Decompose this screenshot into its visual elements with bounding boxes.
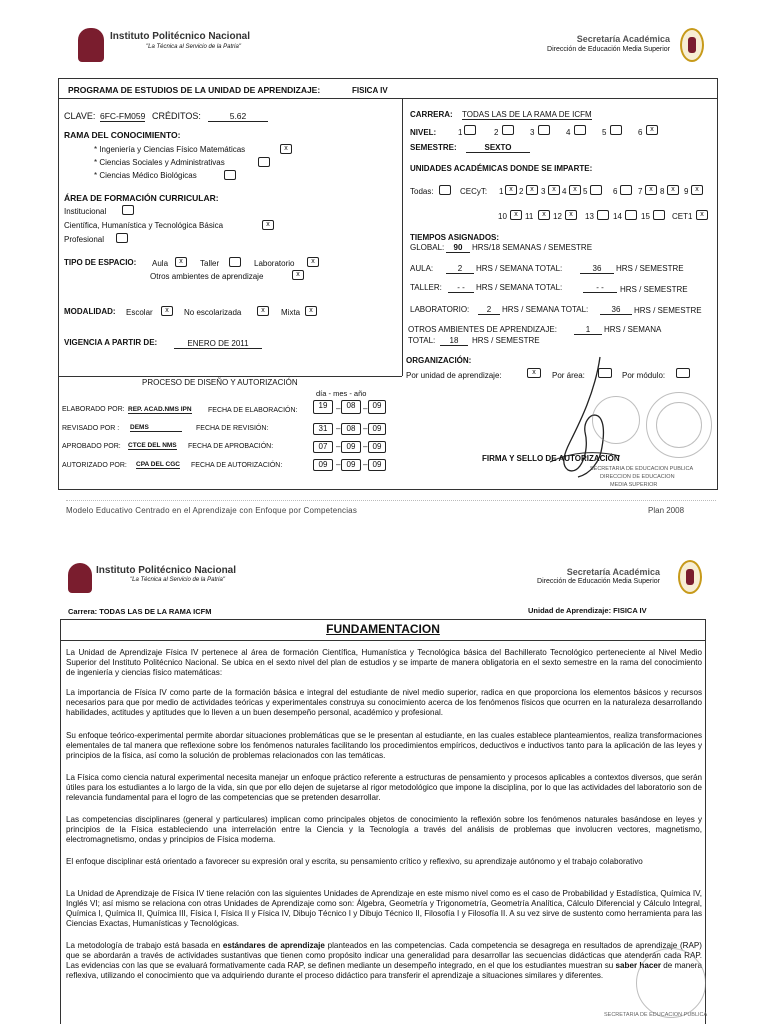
p8-text: de manera reflexiva, utilizando el conocimiento que va adquiriendo durante el proceso didáctico para transferir el aprendizaje a situaciones similares y diferentes. xyxy=(66,961,702,980)
taller-suffix: HRS / SEMESTRE xyxy=(620,285,688,294)
stamp-line: MEDIA SUPERIOR xyxy=(610,482,658,488)
cecyt-14-checkbox[interactable] xyxy=(625,210,637,220)
footer-rule xyxy=(66,500,716,501)
cecyt-num: 7 xyxy=(638,187,643,196)
p8-bold: estándares de aprendizaje xyxy=(222,941,325,950)
form-header-rule xyxy=(58,98,718,99)
date-sep: – xyxy=(363,460,368,469)
lab-suffix: HRS / SEMESTRE xyxy=(634,306,702,315)
date-year: 09 xyxy=(368,400,386,414)
sep-stamp xyxy=(636,948,706,1018)
rama-medico-checkbox[interactable] xyxy=(224,170,236,180)
area-profesional-checkbox[interactable] xyxy=(116,233,128,243)
rama-ingenieria-checkbox[interactable] xyxy=(280,144,292,154)
ipn-stamp xyxy=(592,396,640,444)
cecyt-num: 12 xyxy=(553,212,562,221)
cecyt-num: 10 xyxy=(498,212,507,221)
cecyt-num: 15 xyxy=(641,212,650,221)
cecyt-4-checkbox[interactable] xyxy=(569,185,581,195)
rama-item: * Ciencias Médico Biológicas xyxy=(94,171,197,180)
date-month: 08 xyxy=(341,423,361,435)
espacio-taller-checkbox[interactable] xyxy=(229,257,241,267)
paragraph-1: La Unidad de Aprendizaje Física IV pertenece al área de formación Científica, Humanística y Tecnológica básica del Bachillerato Tecnológico perteneciente al Nivel Medio Superior del Instituto Politécnico Nacional. Se ubica en el sexto nivel del plan de estudios y se imparte de manera obligatoria en el sexto semestre en la rama del conocimiento de ingeniería y ciencias físico matemáticas: xyxy=(66,648,702,677)
cecyt-num: 9 xyxy=(684,187,689,196)
stamp-line: SECRETARIA DE EDUCACION PUBLICA xyxy=(604,1012,708,1018)
espacio-lab-checkbox[interactable] xyxy=(307,257,319,267)
cecyt-label: CECyT: xyxy=(460,187,488,196)
date-sep: – xyxy=(336,442,341,451)
carrera-label: CARRERA: xyxy=(410,110,453,119)
otros-ambientes: Otros ambientes de aprendizaje xyxy=(150,272,264,281)
org-motto: "La Técnica al Servicio de la Patria" xyxy=(146,44,241,50)
sa-title: Secretaría Académica xyxy=(576,34,670,44)
cecyt-11-checkbox[interactable] xyxy=(538,210,550,220)
cecyt-5-checkbox[interactable] xyxy=(590,185,602,195)
espacio-aula: Aula xyxy=(152,259,169,268)
nivel-num: 5 xyxy=(602,128,607,137)
otros-suffix: HRS / SEMANA xyxy=(604,325,662,334)
cecyt-12-checkbox[interactable] xyxy=(565,210,577,220)
proceso-row-what: FECHA DE APROBACIÓN: xyxy=(188,443,274,450)
proceso-row-by: CTCE DEL NMS xyxy=(128,442,177,449)
proceso-row-label: REVISADO POR : xyxy=(62,425,120,432)
cecyt-1-checkbox[interactable] xyxy=(505,185,517,195)
date-day: 09 xyxy=(313,459,333,471)
ipn-logo xyxy=(78,28,104,62)
lab-mid: HRS / SEMANA TOTAL: xyxy=(502,305,589,314)
paragraph-2: La importancia de Física IV como parte de la formación básica e integral del estudiante de nivel medio superior, radica en que proporciona los elementos básicos y recursos necesarios para que por medio de actividades teóricas y experimentales construya su conocimiento acerca de los fenómenos físicos que ocurren en la naturaleza desarrollando habilidades, actitudes y aptitudes que lo lleven a un buen desempeño personal, académico y profesional. xyxy=(66,688,702,717)
date-month: 08 xyxy=(341,400,361,414)
stamp-line: DIRECCION DE EDUCACION xyxy=(600,474,675,480)
cet-1-checkbox[interactable] xyxy=(696,210,708,220)
organizacion-title: ORGANIZACIÓN: xyxy=(406,356,472,365)
otros-value: 1 xyxy=(574,325,602,335)
nivel-num: 2 xyxy=(494,128,499,137)
sa-subtitle: Dirección de Educación Media Superior xyxy=(537,578,660,585)
program-value: FISICA IV xyxy=(352,86,388,95)
aula-mid: HRS / SEMANA TOTAL: xyxy=(476,264,563,273)
clave-label: CLAVE: xyxy=(64,111,96,121)
nivel-5-checkbox[interactable] xyxy=(610,125,622,135)
semestre-value: SEXTO xyxy=(466,143,530,153)
cecyt-num: 6 xyxy=(613,187,618,196)
todas-label: Todas: xyxy=(410,187,434,196)
carrera-value: TODAS LAS DE LA RAMA DE ICFM xyxy=(462,110,592,119)
modalidad-mixta-checkbox[interactable] xyxy=(305,306,317,316)
total-value: 18 xyxy=(440,336,468,346)
espacio-lab: Laboratorio xyxy=(254,259,295,268)
org-motto: "La Técnica al Servicio de la Patria" xyxy=(130,577,225,583)
date-year: 09 xyxy=(368,459,386,471)
org-unidad-label: Por unidad de aprendizaje: xyxy=(406,371,502,380)
vigencia-value: ENERO DE 2011 xyxy=(174,339,262,349)
form-column-rule xyxy=(402,98,403,376)
firma-label: FIRMA Y SELLO DE AUTORIZACIÓN xyxy=(482,454,620,463)
paragraph-3: Su enfoque teórico-experimental permite abordar situaciones problemáticas que se le presentan al estudiante, en las cuales establece planteamientos, realiza transformaciones elementales de tal manera que reflexione sobre los fenómenos naturales facilitando los procedimientos empíricos, deductivos e inductivos tanto para la aplicación de las leyes y principios de la física, así como la solución de problemas relacionados con las temáticas. xyxy=(66,731,702,760)
date-sep: – xyxy=(336,424,341,433)
cecyt-num: 13 xyxy=(585,212,594,221)
global-value: 90 xyxy=(446,243,470,253)
proceso-row-by: REP. ACAD.NMS IPN xyxy=(128,406,192,413)
otros-label: OTROS AMBIENTES DE APRENDIZAJE: xyxy=(408,325,557,334)
cecyt-num: 5 xyxy=(583,187,588,196)
date-month: 09 xyxy=(341,441,361,453)
nivel-4-checkbox[interactable] xyxy=(574,125,586,135)
date-day: 31 xyxy=(313,423,333,435)
org-modulo-label: Por módulo: xyxy=(622,371,666,380)
taller-label: TALLER: xyxy=(410,283,442,292)
taller-mid: HRS / SEMANA TOTAL: xyxy=(476,283,563,292)
global-label: GLOBAL: xyxy=(410,243,445,252)
heading-rule xyxy=(60,640,706,641)
sa-subtitle: Dirección de Educación Media Superior xyxy=(547,46,670,53)
rama-sociales-checkbox[interactable] xyxy=(258,157,270,167)
stamp-line: SECRETARIA DE EDUCACION PUBLICA xyxy=(590,466,694,472)
cecyt-num: 2 xyxy=(519,187,524,196)
cecyt-2-checkbox[interactable] xyxy=(526,185,538,195)
cecyt-6-checkbox[interactable] xyxy=(620,185,632,195)
semestre-label: SEMESTRE: xyxy=(410,143,457,152)
carrera-line: Carrera: TODAS LAS DE LA RAMA ICFM xyxy=(68,607,212,616)
paragraph-7: La Unidad de Aprendizaje de Física IV tiene relación con las siguientes Unidades de Aprendizaje en este mismo nivel como es el caso de Probabilidad y Estadística, Química IV, Inglés VI; así mismo se relaciona con otras Unidades de Aprendizaje como son: Álgebra, Geometría y Trigonometría, Geometría Analítica, Cálculo Diferencial y Cálculo Integral, Química I, Química II, Química III, Física I, Física II y Física IV, Dibujo Técnico I y Dibujo Técnico II, Filosofía I y Filosofía II. A su vez sirve de sustento como herramienta para las Ciencias Exactas, Humanísticas y Tecnológicas. xyxy=(66,889,702,928)
proceso-row-label: AUTORIZADO POR: xyxy=(62,462,127,469)
aula-total: 36 xyxy=(580,264,614,274)
todas-checkbox[interactable] xyxy=(439,185,451,195)
p8-text: La metodología de trabajo está basada en xyxy=(66,941,223,950)
date-month: 09 xyxy=(341,459,361,471)
cecyt-num: 8 xyxy=(660,187,665,196)
date-year: 09 xyxy=(368,423,386,435)
aula-label: AULA: xyxy=(410,264,434,273)
global-suffix: HRS/18 SEMANAS / SEMESTRE xyxy=(472,243,593,252)
total-label: TOTAL: xyxy=(408,336,436,345)
rama-item: * Ingeniería y Ciencias Físico Matemáticas xyxy=(94,145,246,154)
nivel-3-checkbox[interactable] xyxy=(538,125,550,135)
total-suffix: HRS / SEMESTRE xyxy=(472,336,540,345)
proceso-row-what: FECHA DE REVISIÓN: xyxy=(196,425,269,432)
area-item: Institucional xyxy=(64,207,107,216)
espacio-label: TIPO DE ESPACIO: xyxy=(64,258,137,267)
taller-value: - - xyxy=(448,283,474,293)
cecyt-num: 3 xyxy=(541,187,546,196)
cecyt-15-checkbox[interactable] xyxy=(653,210,665,220)
nivel-1-checkbox[interactable] xyxy=(464,125,476,135)
area-item: Científica, Humanística y Tecnológica Básica xyxy=(64,221,224,230)
proceso-row-what: FECHA DE AUTORIZACIÓN: xyxy=(191,462,283,469)
date-day: 19 xyxy=(313,400,333,414)
area-item: Profesional xyxy=(64,235,105,244)
area-cientifica-checkbox[interactable] xyxy=(262,220,274,230)
clave-value: 6FC-FM059 xyxy=(100,111,146,121)
area-institucional-checkbox[interactable] xyxy=(122,205,134,215)
rama-title: RAMA DEL CONOCIMIENTO: xyxy=(64,130,181,140)
proceso-row-label: APROBADO POR: xyxy=(62,443,121,450)
cecyt-num: 14 xyxy=(613,212,622,221)
taller-total: - - xyxy=(583,283,617,293)
org-name: Instituto Politécnico Nacional xyxy=(110,31,251,42)
cecyt-num: 1 xyxy=(499,187,504,196)
cecyt-13-checkbox[interactable] xyxy=(597,210,609,220)
cecyt-7-checkbox[interactable] xyxy=(645,185,657,195)
sep-stamp-inner xyxy=(656,402,702,448)
proceso-row-label: ELABORADO POR: xyxy=(62,406,125,413)
cecyt-10-checkbox[interactable] xyxy=(510,210,522,220)
dems-seal-icon xyxy=(680,28,704,62)
org-name: Instituto Politécnico Nacional xyxy=(96,565,237,576)
date-year: 09 xyxy=(368,441,386,453)
proceso-row-what: FECHA DE ELABORACIÓN: xyxy=(208,407,298,414)
modalidad-escolar: Escolar xyxy=(126,308,153,317)
unidad-line: Unidad de Aprendizaje: FISICA IV xyxy=(528,606,647,615)
nivel-6-checkbox[interactable] xyxy=(646,125,658,135)
footer-right: Plan 2008 xyxy=(648,506,685,515)
espacio-taller: Taller xyxy=(200,259,220,268)
paragraph-8 xyxy=(66,941,702,981)
program-label: PROGRAMA DE ESTUDIOS DE LA UNIDAD DE APRENDIZAJE: xyxy=(68,85,321,95)
ipn-logo xyxy=(68,563,92,593)
lab-total: 36 xyxy=(600,305,632,315)
paragraph-4: La Física como ciencia natural experimental necesita manejar un enfoque práctico referente a estructuras de pensamiento y procesos aplicables a contextos diversos, que serán útiles para los estudiantes a lo largo de la vida, sin que por ello dejen de sujetarse al rigor metodológico que impone la disciplina, por lo que las actividades del laboratorio son de relevancia fundamental para el logro de las competencias que se pretenden desarrollar. xyxy=(66,773,702,802)
aula-suffix: HRS / SEMESTRE xyxy=(616,264,684,273)
date-sep: – xyxy=(336,460,341,469)
nivel-num: 4 xyxy=(566,128,571,137)
date-day: 07 xyxy=(313,441,333,453)
cecyt-8-checkbox[interactable] xyxy=(667,185,679,195)
cecyt-3-checkbox[interactable] xyxy=(548,185,560,195)
sa-title: Secretaría Académica xyxy=(566,567,660,577)
proceso-title: PROCESO DE DISEÑO Y AUTORIZACIÓN xyxy=(142,378,298,387)
area-title: ÁREA DE FORMACIÓN CURRICULAR: xyxy=(64,193,219,203)
proceso-rule xyxy=(58,376,402,377)
cecyt-num: 4 xyxy=(562,187,567,196)
nivel-label: NIVEL: xyxy=(410,128,437,137)
org-unidad-checkbox[interactable] xyxy=(527,368,541,378)
vigencia-label: VIGENCIA A PARTIR DE: xyxy=(64,338,158,347)
footer-left: Modelo Educativo Centrado en el Aprendizaje con Enfoque por Competencias xyxy=(66,506,358,515)
modalidad-no-escolarizada: No escolarizada xyxy=(184,308,242,317)
dems-seal-icon xyxy=(678,560,702,594)
nivel-num: 6 xyxy=(638,128,643,137)
nivel-num: 1 xyxy=(458,128,463,137)
fundamentacion-heading: FUNDAMENTACION xyxy=(326,622,440,636)
paragraph-5: Las competencias disciplinares (general y particulares) implican como principales objetos de conocimiento la reflexión sobre los fenómenos naturales basándose en leyes y principios de la Física estableciendo una interrelación entre la Ciencia y la Tecnología a través del análisis de problemas que involucren vectores, magnetismo, electromagnetismo, ondas y principios de Física moderna. xyxy=(66,815,702,844)
date-header: día - mes - año xyxy=(316,389,367,398)
lab-value: 2 xyxy=(478,305,500,315)
unidades-label: UNIDADES ACADÉMICAS DONDE SE IMPARTE: xyxy=(410,164,593,173)
cecyt-num: 11 xyxy=(525,212,534,221)
creditos-label: CRÉDITOS: xyxy=(152,111,201,121)
modalidad-label: MODALIDAD: xyxy=(64,307,116,316)
otros-ambientes-checkbox[interactable] xyxy=(292,270,304,280)
paragraph-6: El enfoque disciplinar está orientado a favorecer su expresión oral y escrita, su pensamiento crítico y reflexivo, su aprendizaje autónomo y el trabajo colaborativo xyxy=(66,857,643,866)
tiempos-title: TIEMPOS ASIGNADOS: xyxy=(410,233,500,242)
date-sep: – xyxy=(363,442,368,451)
espacio-aula-checkbox[interactable] xyxy=(175,257,187,267)
cet-label: CET1 xyxy=(672,212,693,221)
date-sep: – xyxy=(363,404,368,413)
date-sep: – xyxy=(336,404,341,413)
aula-value: 2 xyxy=(446,264,474,274)
modalidad-no-escolarizada-checkbox[interactable] xyxy=(257,306,269,316)
creditos-value: 5.62 xyxy=(208,111,268,122)
nivel-num: 3 xyxy=(530,128,535,137)
p8-bold: saber hacer xyxy=(615,961,662,970)
proceso-row-by: DEMS xyxy=(130,424,182,432)
org-modulo-checkbox[interactable] xyxy=(676,368,690,378)
nivel-2-checkbox[interactable] xyxy=(502,125,514,135)
modalidad-mixta: Mixta xyxy=(281,308,301,317)
p8-text: planteados en las competencias. Cada competencia se desagrega en resultados de aprendizaje (RAP) que se abordarán a través de actividades sustantivas que tienen como propósito indicar una generalidad para desarrollar las secuencias didácticas que atenderán cada RAP. Las evidencias con las que se evaluará formativamente cada RAP, se definen mediante un desempeño integrado, en el que los estudiantes muestran su xyxy=(66,941,702,970)
lab-label: LABORATORIO: xyxy=(410,305,470,314)
cecyt-9-checkbox[interactable] xyxy=(691,185,703,195)
rama-item: * Ciencias Sociales y Administrativas xyxy=(94,158,225,167)
modalidad-escolar-checkbox[interactable] xyxy=(161,306,173,316)
date-sep: – xyxy=(363,424,368,433)
proceso-row-by: CPA DEL CGC xyxy=(136,461,180,468)
org-area-label: Por área: xyxy=(552,371,585,380)
